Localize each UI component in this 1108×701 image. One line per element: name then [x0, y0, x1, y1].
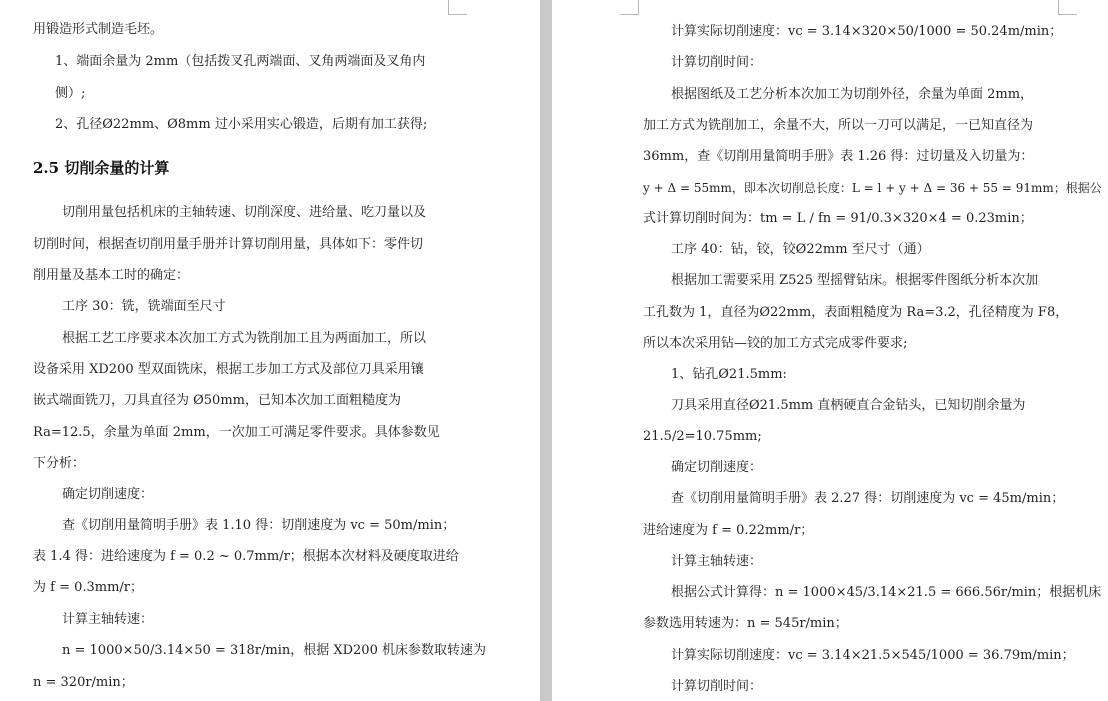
- text-line: 工序 30：铣，铣端面至尺寸: [62, 299, 226, 314]
- text-line: y + Δ = 55mm，即本次切削总长度：L = l + y + Δ = 36 + 55 = 91mm；根据公: [643, 181, 1102, 195]
- text-line: 计算切削时间：: [671, 55, 763, 70]
- text-line: n = 1000×50/3.14×50 = 318r/min，根据 XD200 机床参数取转速为: [62, 643, 486, 658]
- text-line: 参数选用转速为：n = 545r/min；: [643, 616, 848, 631]
- text-line: 根据图纸及工艺分析本次加工为切削外径，余量为单面 2mm，: [671, 87, 1034, 102]
- text-line: 确定切削速度：: [671, 460, 763, 475]
- text-line: 式计算切削时间为：tm = L / fn = 91/0.3×320×4 = 0.23min；: [643, 211, 1033, 226]
- text-line: 进给速度为 f = 0.22mm/r；: [643, 523, 814, 538]
- text-line: 设备采用 XD200 型双面铣床，根据工步加工方式及部位刀具采用镶: [33, 362, 424, 377]
- text-line: 所以本次采用钻—铰的加工方式完成零件要求;: [643, 336, 908, 351]
- text-line: 根据公式计算得：n = 1000×45/3.14×21.5 = 666.56r/min；根据机床: [671, 585, 1102, 600]
- text-line: 削用量及基本工时的确定：: [33, 268, 190, 283]
- text-line: Ra=12.5，余量为单面 2mm，一次加工可满足零件要求。具体参数见: [33, 425, 440, 440]
- text-line: 计算主轴转速：: [671, 554, 763, 569]
- text-line: 工孔数为 1，直径为Ø22mm，表面粗糙度为 Ra=3.2，孔径精度为 F8，: [643, 305, 1069, 320]
- page-gutter: [540, 0, 552, 701]
- text-line: 工序 40：钻，铰，铰Ø22mm 至尺寸（通）: [671, 242, 930, 257]
- text-line: 切削用量包括机床的主轴转速、切削深度、进给量、吃刀量以及: [62, 205, 427, 220]
- section-heading: 2.5 切削余量的计算: [33, 159, 170, 177]
- text-line: 计算实际切削速度：vc = 3.14×320×50/1000 = 50.24m/min；: [671, 24, 1063, 39]
- document-page-right: [552, 0, 1108, 701]
- text-line: n = 320r/min；: [33, 675, 134, 690]
- text-line: 为 f = 0.3mm/r；: [33, 580, 144, 595]
- text-line: 下分析：: [33, 456, 86, 471]
- text-line: 确定切削速度：: [62, 487, 154, 502]
- text-line: 查《切削用量简明手册》表 2.27 得：切削速度为 vc = 45m/min；: [671, 491, 1065, 506]
- crop-mark-top-right: [448, 0, 467, 15]
- text-line: 查《切削用量简明手册》表 1.10 得：切削速度为 vc = 50m/min；: [62, 518, 456, 533]
- text-line: 计算切削时间：: [671, 679, 763, 694]
- text-line: 21.5/2=10.75mm;: [643, 429, 762, 444]
- text-line: 根据工艺工序要求本次加工方式为铣削加工且为两面加工，所以: [62, 331, 427, 346]
- text-line: 1、钻孔Ø21.5mm:: [671, 367, 787, 382]
- crop-mark-top-right: [1058, 0, 1077, 15]
- crop-mark-top-left: [620, 0, 639, 15]
- text-line: 根据加工需要采用 Z525 型摇臂钻床。根据零件图纸分析本次加: [671, 273, 1039, 288]
- text-line: 计算主轴转速：: [62, 612, 154, 627]
- text-line: 侧）;: [55, 86, 86, 101]
- document-page-left: [0, 0, 540, 701]
- text-line: 嵌式端面铣刀，刀具直径为 Ø50mm，已知本次加工面粗糙度为: [33, 393, 401, 408]
- text-line: 加工方式为铣削加工，余量不大，所以一刀可以满足，一已知直径为: [643, 118, 1034, 133]
- text-line: 36mm，查《切削用量简明手册》表 1.26 得：过切量及入切量为：: [643, 149, 1034, 164]
- text-line: 表 1.4 得：进给速度为 f = 0.2 ~ 0.7mm/r；根据本次材料及硬度取进给: [33, 549, 459, 564]
- text-line: 2、孔径Ø22mm、Ø8mm 过小采用实心锻造，后期有加工获得;: [55, 117, 428, 132]
- text-line: 用锻造形式制造毛坯。: [33, 22, 164, 37]
- text-line: 刀具采用直径Ø21.5mm 直柄硬直合金钻头，已知切削余量为: [671, 398, 1026, 413]
- text-line: 计算实际切削速度：vc = 3.14×21.5×545/1000 = 36.79m/min；: [671, 648, 1075, 663]
- text-line: 1、端面余量为 2mm（包括拨叉孔两端面、叉角两端面及叉角内: [55, 54, 426, 69]
- text-line: 切削时间，根据查切削用量手册并计算切削用量，具体如下：零件切: [33, 237, 424, 252]
